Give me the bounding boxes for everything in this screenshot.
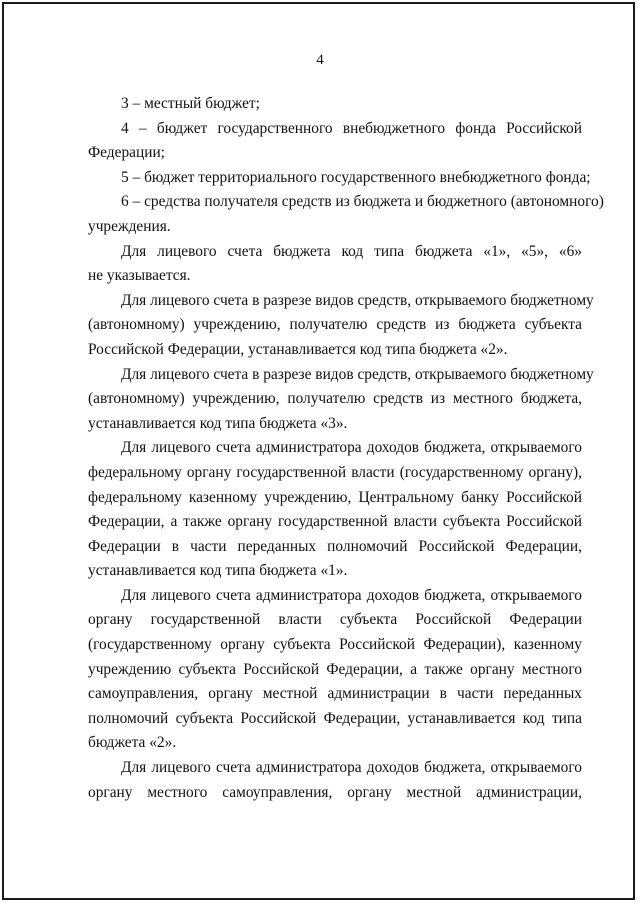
text-line: Для лицевого счета в разрезе видов средств, открываемого бюджетному <box>121 365 594 383</box>
text-line: Российской Федерации, устанавливается код типа бюджета «2». <box>88 340 508 358</box>
text-line: 4 – бюджет государственного внебюджетного фонда Российской <box>121 119 582 137</box>
text-line: органу местного самоуправления, органу местной администрации, <box>88 783 582 801</box>
text-line: федеральному казенному учреждению, Центральному банку Российской <box>88 488 582 506</box>
text-line: Федерации; <box>88 144 165 162</box>
text-line: самоуправления, органу местной администрации в части переданных <box>88 685 582 703</box>
text-line: (автономному) учреждению, получателю средств из местного бюджета, <box>88 390 582 408</box>
text-line: Для лицевого счета администратора доходов бюджета, открываемого <box>121 759 582 777</box>
text-line: не указывается. <box>88 267 191 285</box>
text-line: (автономному) учреждению, получателю средств из бюджета субъекта <box>88 316 582 334</box>
text-line: 5 – бюджет территориального государственного внебюджетного фонда; <box>121 168 591 186</box>
text-line: 3 – местный бюджет; <box>121 95 260 112</box>
text-line: Для лицевого счета бюджета код типа бюджета «1», «5», «6» <box>121 242 582 260</box>
text-line: учреждению субъекта Российской Федерации, а также органу местного <box>88 660 582 678</box>
text-line: Для лицевого счета в разрезе видов средств, открываемого бюджетному <box>121 291 594 309</box>
text-line: устанавливается код типа бюджета «3». <box>88 414 348 432</box>
text-line: Для лицевого счета администратора доходов бюджета, открываемого <box>121 439 582 457</box>
text-line: Федерации в части переданных полномочий Российской Федерации, <box>88 537 582 555</box>
text-line: бюджета «2». <box>88 734 177 752</box>
text-line: федеральному органу государственной власти (государственному органу), <box>88 463 582 481</box>
text-line: 6 – средства получателя средств из бюджета и бюджетного (автономного) <box>121 193 604 211</box>
text-line: Федерации, а также органу государственной власти субъекта Российской <box>88 513 582 531</box>
text-line: полномочий субъекта Российской Федерации, устанавливается код типа <box>88 709 582 727</box>
text-line: учреждения. <box>88 217 171 235</box>
document-body <box>88 92 604 805</box>
text-line: (государственному органу субъекта Российской Федерации), казенному <box>88 636 582 654</box>
text-line: устанавливается код типа бюджета «1». <box>88 562 348 580</box>
page-number: 4 <box>316 52 324 68</box>
text-line: Для лицевого счета администратора доходов бюджета, открываемого <box>121 586 582 604</box>
text-line: органу государственной власти субъекта Российской Федерации <box>88 611 582 629</box>
